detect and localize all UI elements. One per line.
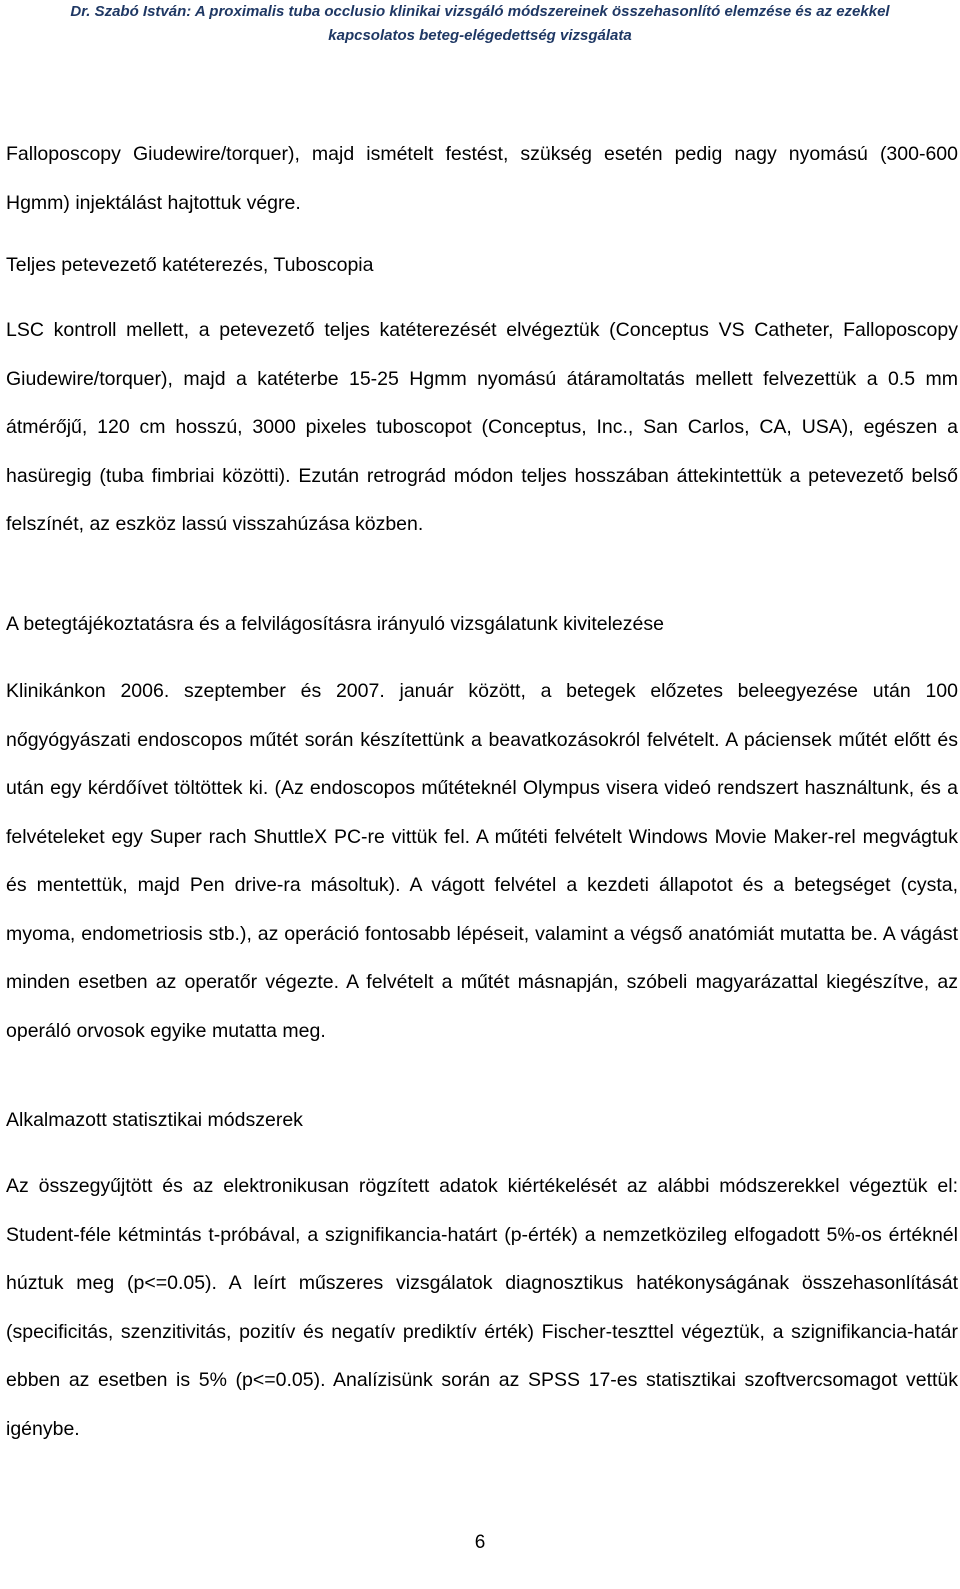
body-block-7 bbox=[6, 1162, 958, 1453]
heading-statistics: Alkalmazott statisztikai módszerek bbox=[6, 1109, 303, 1131]
paragraph-falloposcopy: Falloposcopy Giudewire/torquer), majd ismételt festést, szükség esetén pedig nagy nyomású (300-600 Hgmm) injektálást hajtottuk végre. bbox=[6, 143, 958, 214]
paragraph-clinic-study: Klinikánkon 2006. szeptember és 2007. január között, a betegek előzetes beleegyezése után 100 nőgyógyászati endoscopos műtét során készítettünk a beavatkozásokról felvételt. A páciensek műtét előtt és után egy kérdőívet töltöttek ki. (Az endoscopos műtéteknél Olympus visera videó rendszert használtunk, és a felvételeket egy Super rach ShuttleX PC-re vittük fel. A műtéti felvételt Windows Movie Maker-rel megvágtuk és mentettük, majd Pen drive-ra másoltuk). A vágott felvétel a kezdeti állapotot és a betegséget (cysta, myoma, endometriosis stb.), az operáció fontosabb lépéseit, valamint a végső anatómiát mutatta be. A vágást minden esetben az operatőr végezte. A felvételt a műtét másnapján, szóbeli magyarázattal kiegészítve, az operáló orvosok egyike mutatta meg. bbox=[6, 680, 958, 1042]
paragraph-lsc-control: LSC kontroll mellett, a petevezető teljes katéterezését elvégeztük (Conceptus VS Catheter, Falloposcopy Giudewire/torquer), majd a katéterbe 15-25 Hgmm nyomású átáramoltatás mellett felvezettük a 0.5 mm átmérőjű, 120 cm hosszú, 3000 pixeles tuboscopot (Conceptus, Inc., San Carlos, CA, USA), egészen a hasüregig (tuba fimbriai közötti). Ezután retrográd módon teljes hosszában áttekintettük a petevezető belső felszínét, az eszköz lassú visszahúzása közben. bbox=[6, 319, 958, 535]
page-header bbox=[0, 0, 960, 48]
body-block-6 bbox=[6, 1096, 958, 1145]
body-block-1 bbox=[6, 130, 958, 227]
body-block-3 bbox=[6, 306, 958, 549]
header-title-line-1: Dr. Szabó István: A proximalis tuba occlusio klinikai vizsgáló módszereinek összehasonlító elemzése és az ezekkel bbox=[70, 3, 890, 20]
body-block-2 bbox=[6, 241, 958, 290]
page-number: 6 bbox=[474, 1532, 486, 1553]
body-block-5 bbox=[6, 667, 958, 1055]
heading-tuboscopia: Teljes petevezető katéterezés, Tuboscopia bbox=[6, 254, 374, 276]
header-title-line-2: kapcsolatos beteg-elégedettség vizsgálata bbox=[328, 27, 632, 44]
paragraph-statistics: Az összegyűjtött és az elektronikusan rögzített adatok kiértékelését az alábbi módszerekkel végeztük el: Student-féle kétmintás t-próbával, a szignifikancia-határt (p-érték) a nemzetközileg elfogadott 5%-os értéknél húztuk meg (p<=0.05). A leírt műszeres vizsgálatok diagnosztikus hatékonyságának összehasonlítását (specificitás, szenzitivitás, pozitív és negatív prediktív érték) Fischer-teszttel végeztük, a szignifikancia-határ ebben az esetben is 5% (p<=0.05). Analízisünk során az SPSS 17-es statisztikai szoftvercsomagot vettük igénybe. bbox=[6, 1175, 958, 1440]
body-block-4 bbox=[6, 600, 958, 649]
heading-patient-info-study: A betegtájékoztatásra és a felvilágosításra irányuló vizsgálatunk kivitelezése bbox=[6, 613, 664, 635]
